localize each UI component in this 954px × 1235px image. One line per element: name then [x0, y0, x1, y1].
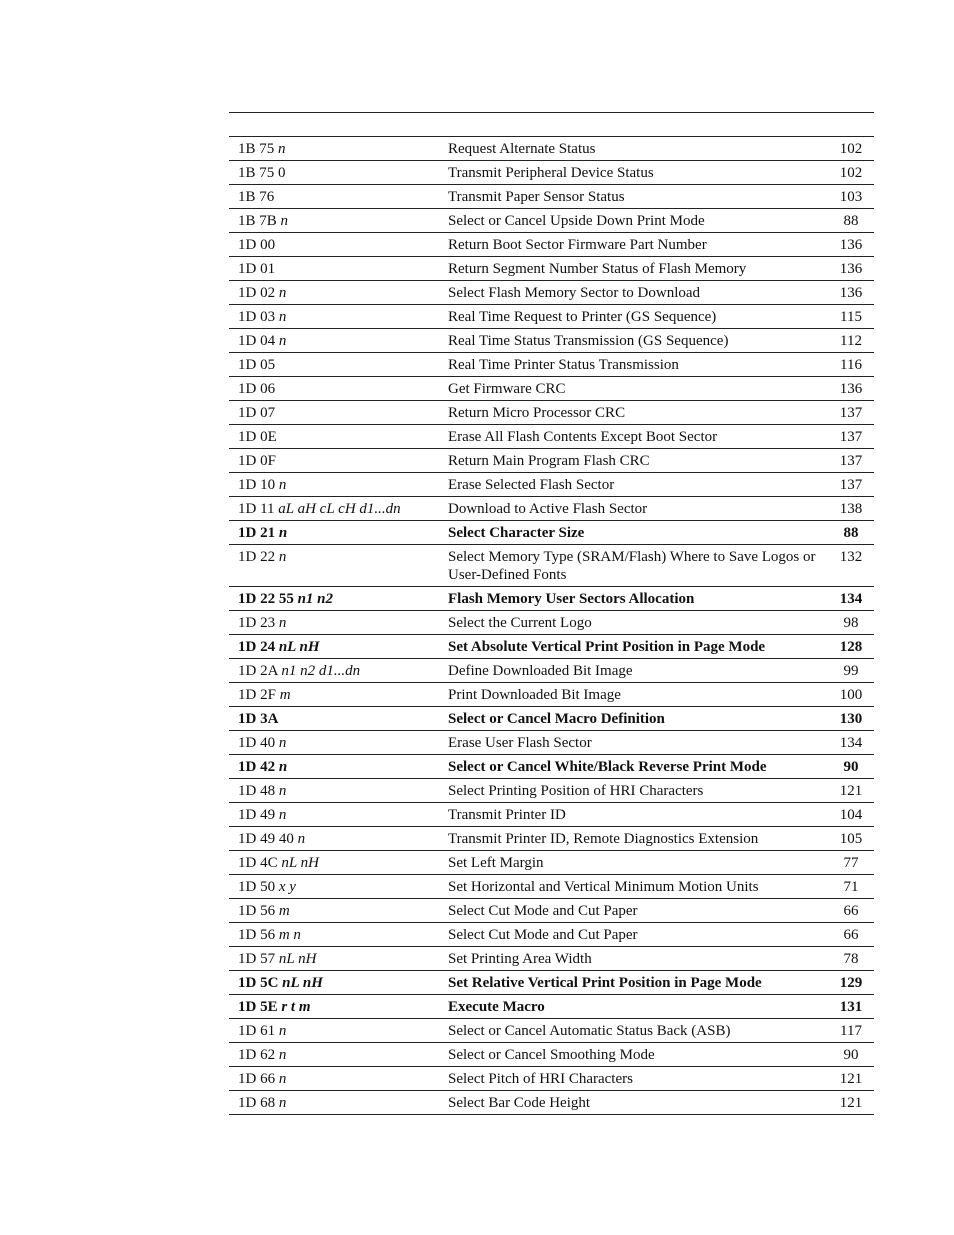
- table-row: [229, 401, 874, 425]
- command-page-number: 138: [828, 497, 874, 521]
- table-row: [229, 1091, 874, 1115]
- command-hex: 1D 0E: [238, 429, 277, 445]
- command-hex: 1D 11: [238, 501, 275, 517]
- command-page-number: 100: [828, 683, 874, 707]
- command-description: Set Printing Area Width: [448, 947, 828, 971]
- command-page-number: 71: [828, 875, 874, 899]
- command-hex: 1B 75 0: [238, 165, 286, 181]
- command-description: Flash Memory User Sectors Allocation: [448, 587, 828, 611]
- command-page-number: 105: [828, 827, 874, 851]
- command-description: Select or Cancel Smoothing Mode: [448, 1043, 828, 1067]
- command-description: Set Horizontal and Vertical Minimum Motion Units: [448, 875, 828, 899]
- command-hex: 1D 56: [238, 903, 276, 919]
- command-description: Select the Current Logo: [448, 611, 828, 635]
- command-description: Real Time Status Transmission (GS Sequence): [448, 329, 828, 353]
- command-param: nL nH: [278, 951, 317, 967]
- command-hex: 1D 0F: [238, 453, 276, 469]
- command-description: Transmit Printer ID: [448, 803, 828, 827]
- command-param: aL aH cL cH d1...dn: [278, 501, 401, 517]
- command-code-cell: [229, 827, 448, 851]
- command-code-cell: [229, 401, 448, 425]
- command-code-cell: [229, 587, 448, 611]
- command-page-number: 136: [828, 281, 874, 305]
- command-param: r t m: [281, 999, 311, 1015]
- command-code-cell: [229, 779, 448, 803]
- command-description: Set Left Margin: [448, 851, 828, 875]
- command-code-cell: [229, 473, 448, 497]
- table-row: [229, 803, 874, 827]
- table-row: [229, 635, 874, 659]
- command-hex: 1B 76: [238, 189, 275, 205]
- command-hex: 1D 02: [238, 285, 276, 301]
- command-table-body: [229, 137, 874, 1115]
- command-page-number: 134: [828, 587, 874, 611]
- command-page-number: 117: [828, 1019, 874, 1043]
- command-code-cell: [229, 923, 448, 947]
- command-param: n: [278, 309, 287, 325]
- command-description: Print Downloaded Bit Image: [448, 683, 828, 707]
- command-description: Define Downloaded Bit Image: [448, 659, 828, 683]
- command-param: nL nH: [281, 855, 319, 871]
- command-param: n: [278, 477, 287, 493]
- command-param: n: [278, 549, 287, 565]
- command-param: n: [278, 1047, 287, 1063]
- command-hex: 1D 01: [238, 261, 276, 277]
- command-code-cell: [229, 161, 448, 185]
- command-page-number: 136: [828, 257, 874, 281]
- command-code-cell: [229, 1043, 448, 1067]
- command-code-cell: [229, 449, 448, 473]
- table-row: [229, 995, 874, 1019]
- command-code-cell: [229, 1091, 448, 1115]
- command-hex: 1B 7B: [238, 213, 277, 229]
- command-description: Select Cut Mode and Cut Paper: [448, 923, 828, 947]
- command-hex: 1D 68: [238, 1095, 276, 1111]
- command-page-number: 129: [828, 971, 874, 995]
- table-row: [229, 659, 874, 683]
- table-row: [229, 779, 874, 803]
- command-code-cell: [229, 377, 448, 401]
- command-hex: 1D 4C: [238, 855, 278, 871]
- table-row: [229, 947, 874, 971]
- command-page-number: 121: [828, 779, 874, 803]
- command-hex: 1D 49 40: [238, 831, 294, 847]
- command-description: Select Printing Position of HRI Characters: [448, 779, 828, 803]
- command-page-number: 90: [828, 1043, 874, 1067]
- command-page-number: 102: [828, 161, 874, 185]
- table-row: [229, 233, 874, 257]
- command-code-cell: [229, 731, 448, 755]
- command-param: n: [278, 1023, 287, 1039]
- command-param: n: [278, 1095, 287, 1111]
- command-param: m: [279, 687, 291, 703]
- command-page-number: 130: [828, 707, 874, 731]
- command-page-number: 66: [828, 899, 874, 923]
- command-param: n1 n2: [297, 591, 334, 607]
- table-row: [229, 185, 874, 209]
- command-hex: 1D 5C: [238, 975, 279, 991]
- command-page-number: 88: [828, 209, 874, 233]
- command-description: Set Relative Vertical Print Position in Page Mode: [448, 971, 828, 995]
- command-hex: 1D 40: [238, 735, 276, 751]
- command-page-number: 115: [828, 305, 874, 329]
- command-code-cell: [229, 329, 448, 353]
- table-row: [229, 161, 874, 185]
- command-description: Get Firmware CRC: [448, 377, 828, 401]
- command-hex: 1D 56: [238, 927, 276, 943]
- command-page-number: 134: [828, 731, 874, 755]
- table-row: [229, 497, 874, 521]
- command-param: n: [278, 285, 287, 301]
- command-page-number: 137: [828, 449, 874, 473]
- command-page-number: 78: [828, 947, 874, 971]
- table-row: [229, 971, 874, 995]
- command-code-cell: [229, 233, 448, 257]
- command-description: Select Character Size: [448, 521, 828, 545]
- command-hex: 1D 2A: [238, 663, 278, 679]
- command-param: nL nH: [278, 639, 320, 655]
- command-hex: 1D 05: [238, 357, 276, 373]
- command-hex: 1D 50: [238, 879, 276, 895]
- command-description: Real Time Printer Status Transmission: [448, 353, 828, 377]
- command-param: n: [278, 807, 287, 823]
- command-page-number: 104: [828, 803, 874, 827]
- table-row: [229, 731, 874, 755]
- command-code-cell: [229, 611, 448, 635]
- table-row: [229, 1067, 874, 1091]
- command-description: Select Flash Memory Sector to Download: [448, 281, 828, 305]
- table-row: [229, 923, 874, 947]
- command-description: Request Alternate Status: [448, 137, 828, 161]
- table-row: [229, 899, 874, 923]
- command-page-number: 112: [828, 329, 874, 353]
- command-description: Select Cut Mode and Cut Paper: [448, 899, 828, 923]
- command-page-number: 90: [828, 755, 874, 779]
- command-code-cell: [229, 947, 448, 971]
- command-hex: 1D 10: [238, 477, 276, 493]
- command-hex: 1D 62: [238, 1047, 276, 1063]
- table-row: [229, 1019, 874, 1043]
- command-param: m n: [278, 927, 301, 943]
- command-param: n: [278, 141, 286, 157]
- command-code-cell: [229, 137, 448, 161]
- table-row: [229, 755, 874, 779]
- table-row: [229, 875, 874, 899]
- table-row: [229, 257, 874, 281]
- command-code-cell: [229, 875, 448, 899]
- command-code-cell: [229, 425, 448, 449]
- table-row: [229, 449, 874, 473]
- table-row: [229, 377, 874, 401]
- command-param: n: [278, 759, 288, 775]
- command-code-cell: [229, 755, 448, 779]
- command-page-number: 98: [828, 611, 874, 635]
- command-page-number: 121: [828, 1067, 874, 1091]
- command-hex: 1D 66: [238, 1071, 276, 1087]
- table-row: [229, 707, 874, 731]
- command-hex: 1D 21: [238, 525, 276, 541]
- command-hex: 1D 03: [238, 309, 276, 325]
- command-code-cell: [229, 545, 448, 587]
- table-row: [229, 329, 874, 353]
- command-code-cell: [229, 281, 448, 305]
- command-param: n: [280, 213, 289, 229]
- command-param: n: [278, 735, 287, 751]
- table-row: [229, 473, 874, 497]
- command-param: n: [278, 1071, 287, 1087]
- command-hex: 1D 57: [238, 951, 276, 967]
- command-page-number: 66: [828, 923, 874, 947]
- command-hex: 1D 07: [238, 405, 276, 421]
- command-code-cell: [229, 683, 448, 707]
- command-code-cell: [229, 209, 448, 233]
- command-code-cell: [229, 707, 448, 731]
- command-description: Transmit Paper Sensor Status: [448, 185, 828, 209]
- command-hex: 1D 5E: [238, 999, 278, 1015]
- command-description: Return Main Program Flash CRC: [448, 449, 828, 473]
- table-row: [229, 137, 874, 161]
- command-code-cell: [229, 521, 448, 545]
- command-hex: 1D 24: [238, 639, 276, 655]
- command-description: Real Time Request to Printer (GS Sequence): [448, 305, 828, 329]
- command-code-cell: [229, 899, 448, 923]
- command-description: Select Pitch of HRI Characters: [448, 1067, 828, 1091]
- command-description: Select or Cancel Automatic Status Back (ASB): [448, 1019, 828, 1043]
- command-hex: 1D 49: [238, 807, 276, 823]
- table-row: [229, 587, 874, 611]
- command-description: Select or Cancel Upside Down Print Mode: [448, 209, 828, 233]
- command-page-number: 132: [828, 545, 874, 587]
- command-description: Transmit Printer ID, Remote Diagnostics Extension: [448, 827, 828, 851]
- table-row: [229, 851, 874, 875]
- command-param: n: [278, 615, 287, 631]
- command-code-cell: [229, 803, 448, 827]
- command-page-number: 116: [828, 353, 874, 377]
- command-page-number: 102: [828, 137, 874, 161]
- command-hex: 1D 42: [238, 759, 276, 775]
- command-page-number: 131: [828, 995, 874, 1019]
- table-row: [229, 209, 874, 233]
- command-description: Execute Macro: [448, 995, 828, 1019]
- command-description: Erase All Flash Contents Except Boot Sector: [448, 425, 828, 449]
- command-param: n: [297, 831, 306, 847]
- table-row: [229, 611, 874, 635]
- command-param: m: [278, 903, 290, 919]
- command-description: Select Bar Code Height: [448, 1091, 828, 1115]
- command-code-cell: [229, 305, 448, 329]
- table-row: [229, 545, 874, 587]
- command-page-number: 136: [828, 377, 874, 401]
- command-param: x y: [278, 879, 296, 895]
- command-code-cell: [229, 497, 448, 521]
- command-code-cell: [229, 971, 448, 995]
- table-row: [229, 281, 874, 305]
- command-param: nL nH: [282, 975, 323, 991]
- command-hex: 1B 75: [238, 141, 275, 157]
- command-page-number: 137: [828, 473, 874, 497]
- command-param: n1 n2 d1...dn: [281, 663, 361, 679]
- command-hex: 1D 61: [238, 1023, 276, 1039]
- command-page-number: 88: [828, 521, 874, 545]
- command-description: Download to Active Flash Sector: [448, 497, 828, 521]
- table-row: [229, 1043, 874, 1067]
- command-param: n: [278, 783, 287, 799]
- command-description: Select or Cancel White/Black Reverse Print Mode: [448, 755, 828, 779]
- command-page-number: 99: [828, 659, 874, 683]
- command-description: Erase Selected Flash Sector: [448, 473, 828, 497]
- command-code-cell: [229, 353, 448, 377]
- command-page-number: 136: [828, 233, 874, 257]
- command-hex: 1D 00: [238, 237, 276, 253]
- command-description: Select or Cancel Macro Definition: [448, 707, 828, 731]
- command-page-number: 137: [828, 425, 874, 449]
- command-description: Transmit Peripheral Device Status: [448, 161, 828, 185]
- header-rule: [229, 112, 874, 113]
- table-row: [229, 353, 874, 377]
- command-page-number: 137: [828, 401, 874, 425]
- command-description: Set Absolute Vertical Print Position in Page Mode: [448, 635, 828, 659]
- command-param: n: [278, 333, 287, 349]
- command-code-cell: [229, 995, 448, 1019]
- command-description: Erase User Flash Sector: [448, 731, 828, 755]
- command-page-number: 121: [828, 1091, 874, 1115]
- command-code-cell: [229, 1019, 448, 1043]
- command-code-cell: [229, 851, 448, 875]
- command-description: Return Boot Sector Firmware Part Number: [448, 233, 828, 257]
- table-row: [229, 683, 874, 707]
- command-hex: 1D 04: [238, 333, 276, 349]
- command-code-cell: [229, 1067, 448, 1091]
- table-row: [229, 425, 874, 449]
- command-code-cell: [229, 257, 448, 281]
- command-table: [229, 136, 874, 1115]
- command-hex: 1D 23: [238, 615, 276, 631]
- command-param: n: [278, 525, 288, 541]
- table-row: [229, 521, 874, 545]
- command-code-cell: [229, 635, 448, 659]
- command-hex: 1D 06: [238, 381, 276, 397]
- command-page-number: 128: [828, 635, 874, 659]
- command-hex: 1D 3A: [238, 711, 279, 727]
- command-code-cell: [229, 185, 448, 209]
- command-hex: 1D 22: [238, 549, 276, 565]
- command-code-cell: [229, 659, 448, 683]
- command-hex: 1D 48: [238, 783, 276, 799]
- command-page-number: 77: [828, 851, 874, 875]
- table-row: [229, 305, 874, 329]
- command-page-number: 103: [828, 185, 874, 209]
- command-description: Return Segment Number Status of Flash Memory: [448, 257, 828, 281]
- command-description: Select Memory Type (SRAM/Flash) Where to Save Logos or User-Defined Fonts: [448, 545, 828, 587]
- command-hex: 1D 22 55: [238, 591, 294, 607]
- table-row: [229, 827, 874, 851]
- command-description: Return Micro Processor CRC: [448, 401, 828, 425]
- command-hex: 1D 2F: [238, 687, 276, 703]
